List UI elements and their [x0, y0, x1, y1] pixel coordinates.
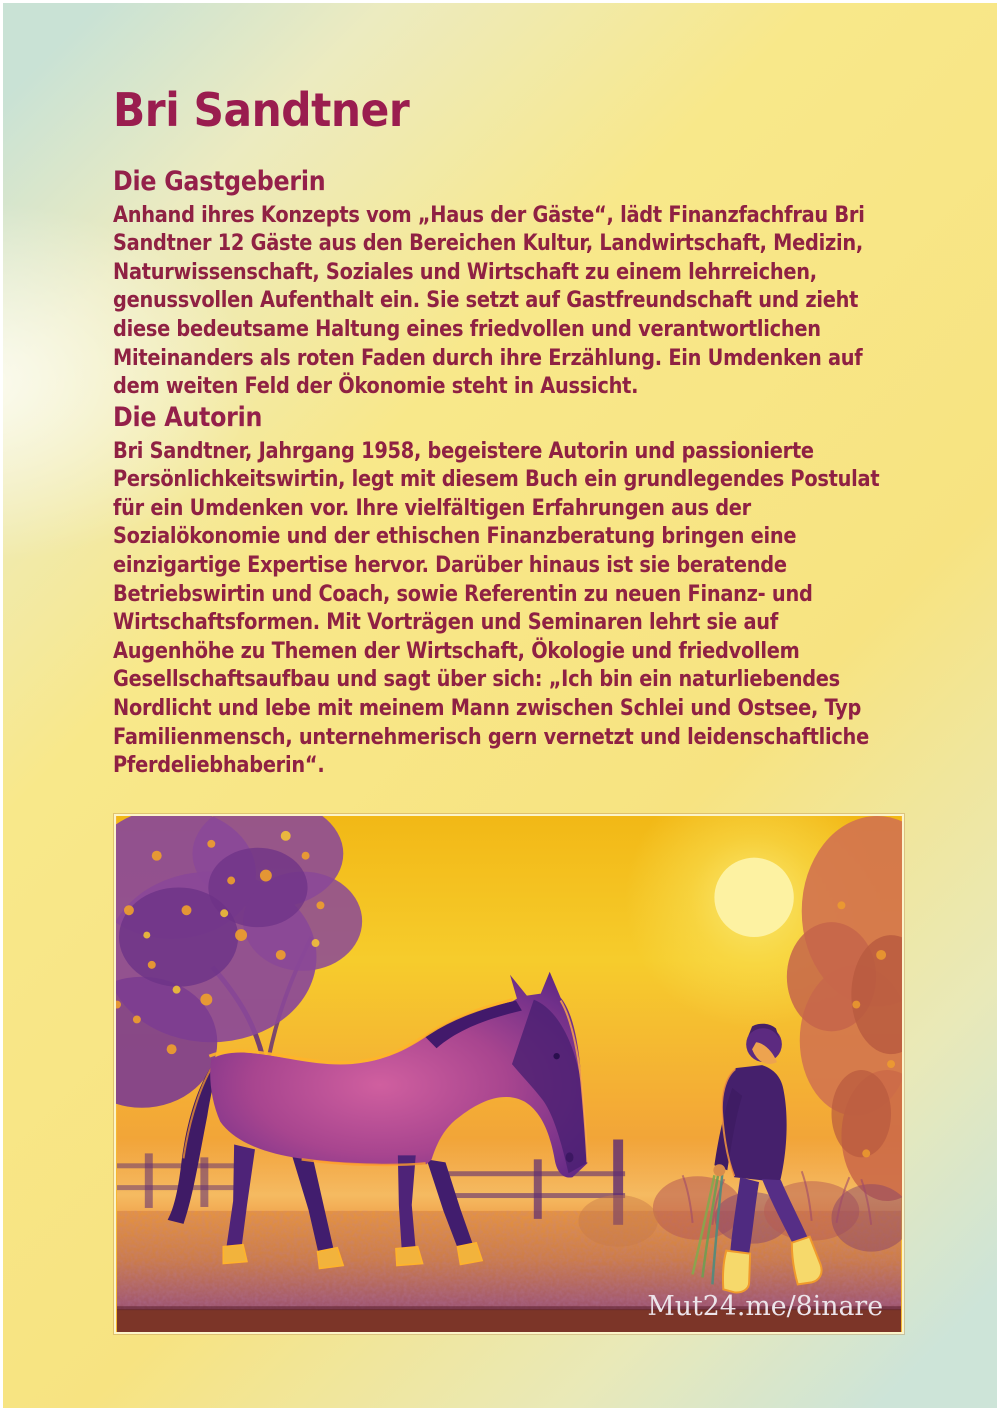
section-heading-autorin: Die Autorin [113, 402, 263, 433]
section-body-gastgeberin: Anhand ihres Konzepts vom „Haus der Gäste“, lädt Finanzfachfrau Bri Sandtner 12 Gäste aus den Bereichen Kultur, Landwirtschaft, Medizin, Naturwissenschaft, Soziales und Wirtschaft zu einem lehrreichen, genussvollen Aufenthalt ein. Sie setzt auf Gastfreundschaft und zieht diese bedeutsame Haltung eines friedvollen und verantwortlichen Miteinanders als roten Faden durch ihre Erzählung. Ein Umdenken auf dem weiten Feld der Ökonomie steht in Aussicht. [113, 202, 865, 400]
page-background [3, 3, 997, 1408]
section-heading-gastgeberin: Die Gastgeberin [113, 166, 326, 197]
sun-shape [714, 858, 793, 937]
page-title: Bri Sandtner [113, 83, 410, 137]
section-autorin [113, 403, 905, 781]
sunset-photo [114, 814, 904, 1334]
section-body-autorin: Bri Sandtner, Jahrgang 1958, begeistere Autorin und passionierte Persönlichkeitswirtin, legt mit diesem Buch ein grundlegendes Postulat für ein Umdenken vor. Ihre vielfältigen Erfahrungen aus der Sozialökonomie und der ethischen Finanzberatung bringen eine einzigartige Expertise hervor. Darüber hinaus ist sie beratende Betriebswirtin und Coach, sowie Referentin zu neuen Finanz- und Wirtschaftsformen. Mit Vorträgen und Seminaren lehrt sie auf Augenhöhe zu Themen der Wirtschaft, Ökologie und friedvollem Gesellschaftsaufbau und sagt über sich: „Ich bin ein naturliebendes Nordlicht und lebe mit meinem Mann zwischen Schlei und Ostsee, Typ Familienmensch, unternehmerisch gern vernetzt und leidenschaftliche Pferdeliebhaberin“. [113, 438, 880, 779]
section-gastgeberin [113, 167, 905, 402]
watermark-text: Mut24.me/8inare [647, 1291, 884, 1323]
